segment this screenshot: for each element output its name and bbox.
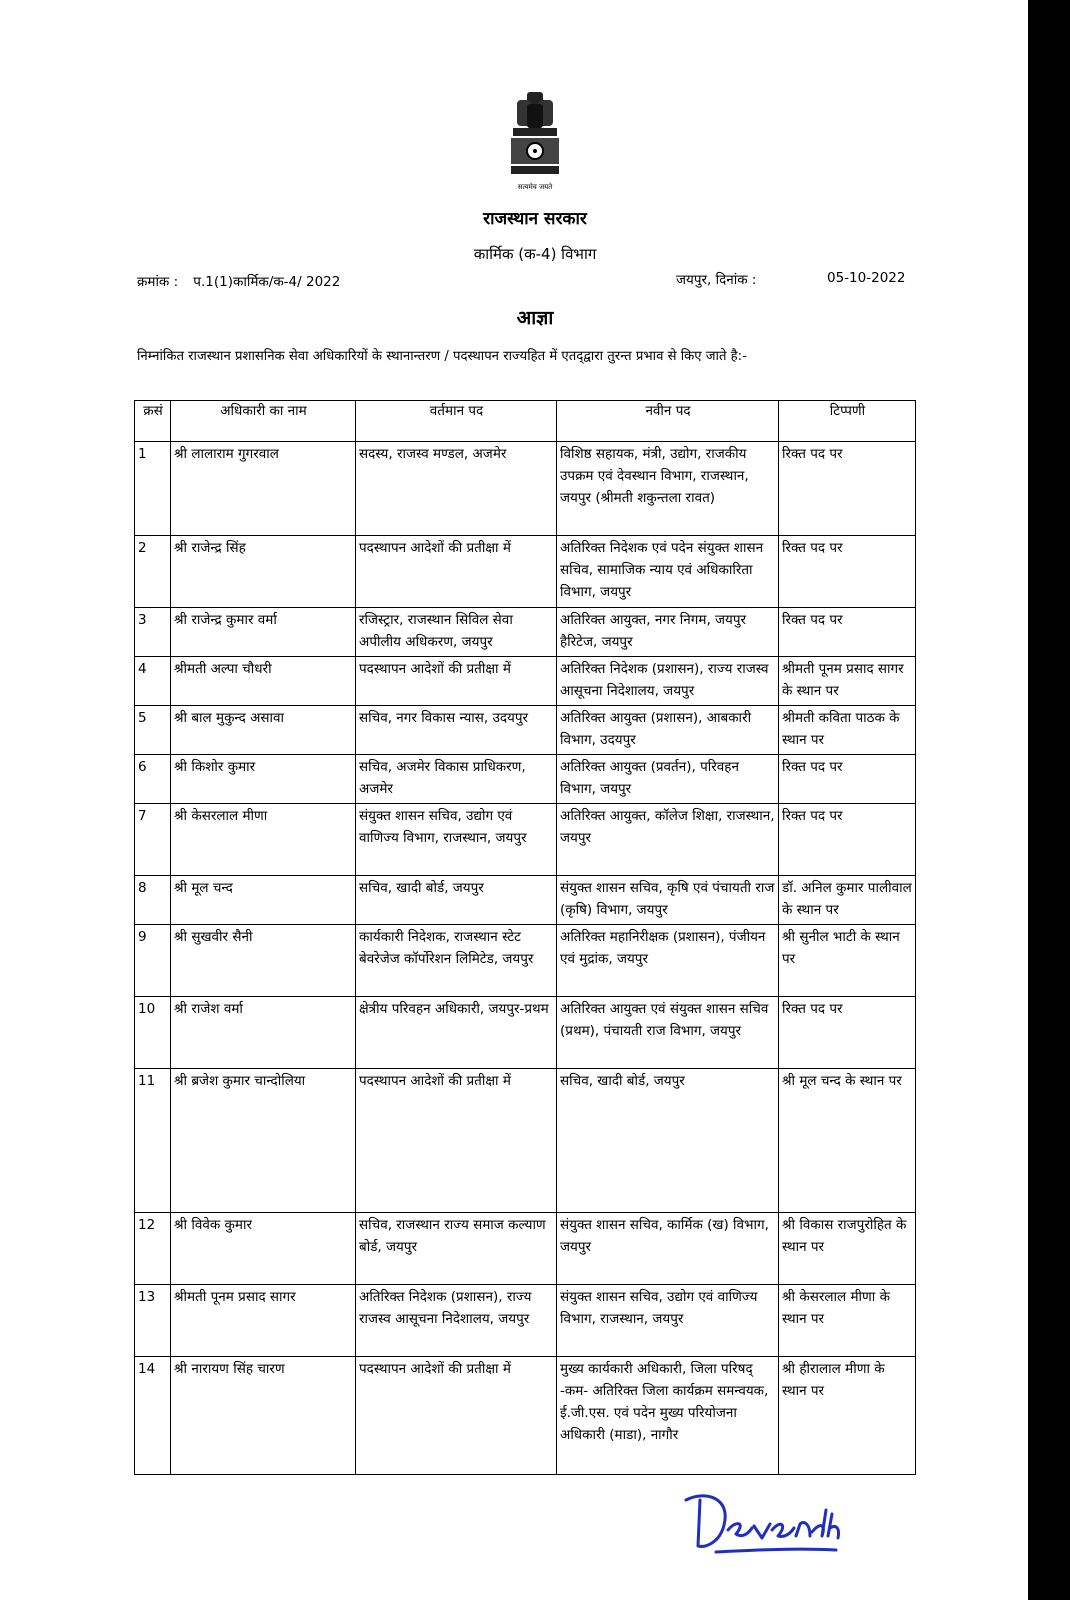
header-current-post: वर्तमान पद: [356, 401, 557, 442]
cell-current-post: पदस्थापन आदेशों की प्रतीक्षा में: [356, 1069, 557, 1213]
cell-officer-name: श्री बाल मुकुन्द असावा: [171, 706, 356, 755]
cell-new-post: अतिरिक्त आयुक्त (प्रशासन), आबकारी विभाग, उदयपुर: [557, 706, 779, 755]
cell-serial: 8: [135, 876, 171, 925]
cell-remark: श्री सुनील भाटी के स्थान पर: [779, 925, 916, 997]
transfer-table: [134, 400, 916, 1475]
table-row: [135, 536, 916, 608]
order-date: 05-10-2022: [827, 270, 906, 286]
cell-remark: रिक्त पद पर: [779, 442, 916, 536]
cell-serial: 13: [135, 1285, 171, 1357]
cell-remark: डॉ. अनिल कुमार पालीवाल के स्थान पर: [779, 876, 916, 925]
cell-new-post: अतिरिक्त निदेशक (प्रशासन), राज्य राजस्व आसूचना निदेशालय, जयपुर: [557, 657, 779, 706]
table-row: [135, 1069, 916, 1213]
cell-officer-name: श्री किशोर कुमार: [171, 755, 356, 804]
cell-remark: रिक्त पद पर: [779, 608, 916, 657]
cell-new-post: अतिरिक्त आयुक्त (प्रवर्तन), परिवहन विभाग, जयपुर: [557, 755, 779, 804]
cell-remark: रिक्त पद पर: [779, 536, 916, 608]
table-row: [135, 1285, 916, 1357]
table-row: [135, 608, 916, 657]
reference-number: प.1(1)कार्मिक/क-4/ 2022: [193, 274, 341, 290]
order-title: आज्ञा: [516, 307, 554, 329]
cell-new-post: अतिरिक्त आयुक्त, कॉलेज शिक्षा, राजस्थान, जयपुर: [557, 804, 779, 876]
cell-officer-name: श्री नारायण सिंह चारण: [171, 1357, 356, 1475]
cell-officer-name: श्री विवेक कुमार: [171, 1213, 356, 1285]
table-row: [135, 755, 916, 804]
cell-officer-name: श्री राजेन्द्र सिंह: [171, 536, 356, 608]
table-row: [135, 925, 916, 997]
cell-officer-name: श्री राजेश वर्मा: [171, 997, 356, 1069]
header-new-post: नवीन पद: [557, 401, 779, 442]
cell-officer-name: श्री मूल चन्द: [171, 876, 356, 925]
cell-officer-name: श्री ब्रजेश कुमार चान्दोलिया: [171, 1069, 356, 1213]
place-date-label: जयपुर, दिनांक :: [676, 272, 757, 288]
cell-current-post: सचिव, राजस्थान राज्य समाज कल्याण बोर्ड, जयपुर: [356, 1213, 557, 1285]
table-row: [135, 706, 916, 755]
table-row: [135, 997, 916, 1069]
header-serial: क्रसं: [135, 401, 171, 442]
cell-remark: श्री केसरलाल मीणा के स्थान पर: [779, 1285, 916, 1357]
cell-current-post: कार्यकारी निदेशक, राजस्थान स्टेट बेवरेजेज कॉर्पोरेशन लिमिटेड, जयपुर: [356, 925, 557, 997]
cell-current-post: संयुक्त शासन सचिव, उद्योग एवं वाणिज्य विभाग, राजस्थान, जयपुर: [356, 804, 557, 876]
cell-officer-name: श्री लालाराम गुगरवाल: [171, 442, 356, 536]
table-row: [135, 442, 916, 536]
cell-serial: 7: [135, 804, 171, 876]
cell-serial: 2: [135, 536, 171, 608]
cell-serial: 6: [135, 755, 171, 804]
cell-remark: श्री हीरालाल मीणा के स्थान पर: [779, 1357, 916, 1475]
header-officer-name: अधिकारी का नाम: [171, 401, 356, 442]
cell-new-post: अतिरिक्त आयुक्त, नगर निगम, जयपुर हैरिटेज, जयपुर: [557, 608, 779, 657]
signature: [676, 1480, 846, 1560]
table-header-row: [135, 401, 916, 442]
cell-current-post: पदस्थापन आदेशों की प्रतीक्षा में: [356, 1357, 557, 1475]
cell-remark: रिक्त पद पर: [779, 755, 916, 804]
cell-remark: श्री मूल चन्द के स्थान पर: [779, 1069, 916, 1213]
cell-remark: श्रीमती पूनम प्रसाद सागर के स्थान पर: [779, 657, 916, 706]
department-title: कार्मिक (क-4) विभाग: [473, 245, 597, 263]
intro-text: निम्नांकित राजस्थान प्रशासनिक सेवा अधिकारियों के स्थानान्तरण / पदस्थापन राज्यहित में एतद्‌द्वारा तुरन्त प्रभाव से किए जाते है:-: [137, 349, 747, 364]
cell-officer-name: श्री केसरलाल मीणा: [171, 804, 356, 876]
cell-remark: रिक्त पद पर: [779, 804, 916, 876]
cell-officer-name: श्री सुखवीर सैनी: [171, 925, 356, 997]
table-row: [135, 1357, 916, 1475]
cell-remark: श्रीमती कविता पाठक के स्थान पर: [779, 706, 916, 755]
cell-serial: 9: [135, 925, 171, 997]
cell-serial: 12: [135, 1213, 171, 1285]
cell-current-post: पदस्थापन आदेशों की प्रतीक्षा में: [356, 536, 557, 608]
cell-current-post: सचिव, नगर विकास न्यास, उदयपुर: [356, 706, 557, 755]
cell-current-post: रजिस्ट्रार, राजस्थान सिविल सेवा अपीलीय अधिकरण, जयपुर: [356, 608, 557, 657]
cell-current-post: सचिव, अजमेर विकास प्राधिकरण, अजमेर: [356, 755, 557, 804]
header-remark: टिप्पणी: [779, 401, 916, 442]
cell-current-post: क्षेत्रीय परिवहन अधिकारी, जयपुर-प्रथम: [356, 997, 557, 1069]
cell-remark: रिक्त पद पर: [779, 997, 916, 1069]
cell-serial: 11: [135, 1069, 171, 1213]
cell-current-post: पदस्थापन आदेशों की प्रतीक्षा में: [356, 657, 557, 706]
cell-current-post: सदस्य, राजस्व मण्डल, अजमेर: [356, 442, 557, 536]
cell-new-post: मुख्य कार्यकारी अधिकारी, जिला परिषद् -कम- अतिरिक्त जिला कार्यक्रम समन्वयक, ई.जी.एस. एवं पदेन मुख्य परियोजना अधिकारी (माडा), नागौर: [557, 1357, 779, 1475]
reference-label: क्रमांक :: [137, 274, 179, 290]
cell-serial: 14: [135, 1357, 171, 1475]
cell-serial: 10: [135, 997, 171, 1069]
state-emblem-icon: [505, 88, 565, 192]
cell-new-post: संयुक्त शासन सचिव, कृषि एवं पंचायती राज (कृषि) विभाग, जयपुर: [557, 876, 779, 925]
cell-officer-name: श्रीमती अल्पा चौधरी: [171, 657, 356, 706]
cell-new-post: अतिरिक्त निदेशक एवं पदेन संयुक्त शासन सचिव, सामाजिक न्याय एवं अधिकारिता विभाग, जयपुर: [557, 536, 779, 608]
cell-officer-name: श्री राजेन्द्र कुमार वर्मा: [171, 608, 356, 657]
cell-new-post: सचिव, खादी बोर्ड, जयपुर: [557, 1069, 779, 1213]
cell-current-post: सचिव, खादी बोर्ड, जयपुर: [356, 876, 557, 925]
cell-serial: 4: [135, 657, 171, 706]
cell-new-post: संयुक्त शासन सचिव, कार्मिक (ख) विभाग, जयपुर: [557, 1213, 779, 1285]
table-row: [135, 1213, 916, 1285]
cell-serial: 1: [135, 442, 171, 536]
svg-text:सत्यमेव जयते: सत्यमेव जयते: [517, 183, 553, 191]
cell-new-post: अतिरिक्त आयुक्त एवं संयुक्त शासन सचिव (प्रथम), पंचायती राज विभाग, जयपुर: [557, 997, 779, 1069]
cell-new-post: अतिरिक्त महानिरीक्षक (प्रशासन), पंजीयन एवं मुद्रांक, जयपुर: [557, 925, 779, 997]
cell-remark: श्री विकास राजपुरोहित के स्थान पर: [779, 1213, 916, 1285]
cell-officer-name: श्रीमती पूनम प्रसाद सागर: [171, 1285, 356, 1357]
cell-serial: 5: [135, 706, 171, 755]
cell-new-post: संयुक्त शासन सचिव, उद्योग एवं वाणिज्य विभाग, राजस्थान, जयपुर: [557, 1285, 779, 1357]
table-row: [135, 657, 916, 706]
reference-line: [137, 272, 340, 290]
table-row: [135, 876, 916, 925]
government-title: राजस्थान सरकार: [483, 209, 587, 229]
cell-serial: 3: [135, 608, 171, 657]
cell-new-post: विशिष्ठ सहायक, मंत्री, उद्योग, राजकीय उपक्रम एवं देवस्थान विभाग, राजस्थान, जयपुर (श्रीमती शकुन्तला रावत): [557, 442, 779, 536]
table-row: [135, 804, 916, 876]
cell-current-post: अतिरिक्त निदेशक (प्रशासन), राज्य राजस्व आसूचना निदेशालय, जयपुर: [356, 1285, 557, 1357]
